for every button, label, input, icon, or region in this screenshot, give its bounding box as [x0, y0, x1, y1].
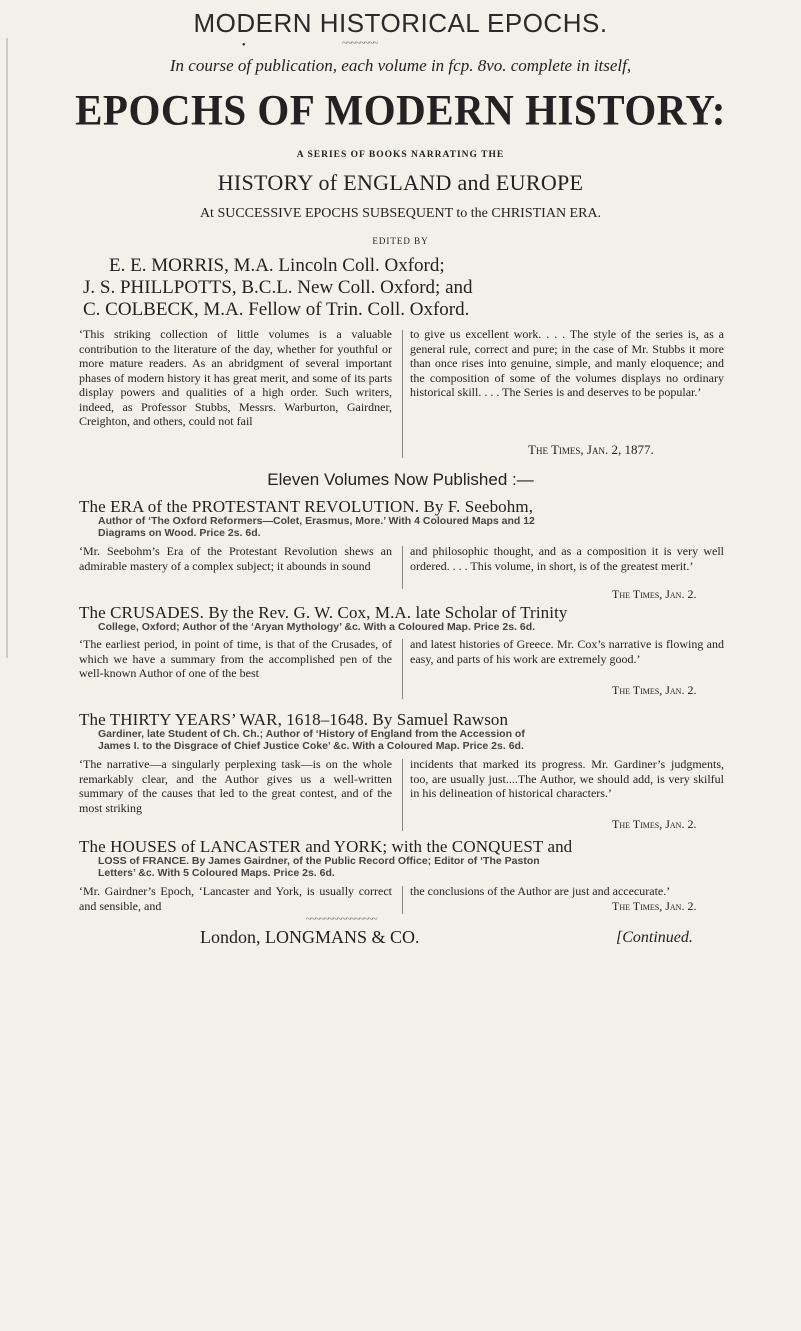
volume-review-left: ‘The narrative—a singularly perplexing task—is on the whole remarkably clear, and the Author gives us a well-written summary of the causes that led to the great contest, and of the most striking — [79, 757, 392, 815]
series-note: In course of publication, each volume in fcp. 8vo. complete in itself, — [169, 56, 632, 75]
editor-2: J. S. PHILLPOTTS, B.C.L. New Coll. Oxford; and — [83, 277, 473, 298]
volume-review-right: and philosophic thought, and as a composition it is very well ordered. . . . This volume, in short, is of the greatest merit.’ — [410, 544, 724, 573]
period-heading: At SUCCESSIVE EPOCHS SUBSEQUENT to the CHRISTIAN ERA. — [199, 206, 602, 221]
volume-meta: James I. to the Disgrace of Chief Justice Coke’ &c. With a Coloured Map. Price 2s. 6d. — [98, 740, 524, 752]
volume-meta: LOSS of FRANCE. By James Gairdner, of the Public Record Office; Editor of ‘The Paston — [98, 855, 540, 867]
volume-review-source: The Times, Jan. 2. — [612, 899, 697, 913]
volume-meta: Author of ‘The Oxford Reformers—Colet, Erasmus, More.’ With 4 Coloured Maps and 12 — [98, 515, 535, 527]
volume-review-left: ‘The earliest period, in point of time, is that of the Crusades, of which we have a summary from the accomplished pen of the well-known Author of one of the best — [79, 637, 392, 680]
volume-title: The ERA of the PROTESTANT REVOLUTION. By F. Seebohm, — [79, 497, 534, 516]
ornament: • — [242, 40, 246, 51]
editor-1: E. E. MORRIS, M.A. Lincoln Coll. Oxford; — [109, 255, 445, 276]
volume-review-source: The Times, Jan. 2. — [612, 817, 697, 831]
column-rule — [402, 330, 403, 458]
volume-title: The CRUSADES. By the Rev. G. W. Cox, M.A. late Scholar of Trinity — [79, 603, 568, 622]
column-rule — [402, 886, 403, 914]
volume-meta: Gardiner, late Student of Ch. Ch.; Author of ‘History of England from the Accession of — [98, 728, 525, 740]
main-review-source: The Times, Jan. 2, 1877. — [528, 442, 654, 457]
main-title: EPOCHS OF MODERN HISTORY: — [75, 85, 726, 135]
volume-review-right: and latest histories of Greece. Mr. Cox’s narrative is flowing and easy, and parts of his work are extremely good.’ — [410, 637, 724, 666]
volume-review-source: The Times, Jan. 2. — [612, 683, 697, 697]
column-rule — [402, 639, 403, 699]
volume-meta: College, Oxford; Author of the ‘Aryan Mythology’ &c. With a Coloured Map. Price 2s. 6d. — [98, 621, 536, 633]
section-heading: Eleven Volumes Now Published :— — [267, 470, 534, 489]
volume-review-left: ‘Mr. Seebohm’s Era of the Protestant Revolution shews an admirable mastery of a complex subject; it abounds in sound — [79, 544, 392, 573]
continued-note: [Continued. — [616, 929, 693, 946]
page-title: MODERN HISTORICAL EPOCHS. — [193, 8, 608, 38]
volume-review-source: The Times, Jan. 2. — [612, 587, 697, 601]
column-rule — [402, 546, 403, 589]
column-rule — [402, 759, 403, 831]
subject-heading: HISTORY of ENGLAND and EUROPE — [217, 170, 584, 195]
volume-review-right: incidents that marked its progress. Mr. Gardiner’s judgments, too, are usually just....The Author, we should add, is very skilful in his delineation of historical characters.’ — [410, 757, 724, 800]
main-review-right: to give us excellent work. . . . The style of the series is, as a general rule, correct and pure; in the case of Mr. Stubbs it more than once rises into genuine, simple, and manly eloquence; and the composition of some of the volumes displays no ordinary historical skill. . . . The Series is and deserves to be popular.’ — [410, 327, 724, 399]
volume-review-left: ‘Mr. Gairdner’s Epoch, ‘Lancaster and York, is usually correct and sensible, and — [79, 884, 392, 913]
edited-by: EDITED BY — [372, 236, 429, 246]
volume-review-right: the conclusions of the Author are just and accecurate.’ — [410, 884, 671, 898]
editor-3: C. COLBECK, M.A. Fellow of Trin. Coll. Oxford. — [83, 299, 470, 320]
volume-meta: Letters’ &c. With 5 Coloured Maps. Price 2s. 6d. — [98, 867, 335, 879]
series-line: A SERIES OF BOOKS NARRATING THE — [296, 150, 505, 160]
volume-title: The THIRTY YEARS’ WAR, 1618–1648. By Samuel Rawson — [79, 710, 509, 729]
ornament-wavy: ~~~~~~~~~~~~~~~~ — [306, 914, 377, 925]
volume-meta: Diagrams on Wood. Price 2s. 6d. — [98, 527, 261, 539]
ornament-wavy: ~~~~~~~~ — [342, 38, 378, 49]
volume-title: The HOUSES of LANCASTER and YORK; with the CONQUEST and — [79, 837, 573, 856]
main-review-left: ‘This striking collection of little volumes is a valuable contribution to the literature of the day, whether for youthful or more mature readers. As an abridgment of several important phases of modern history it has great merit, and some of its parts display powers and qualities of a high order. Such writers, indeed, as Professor Stubbs, Messrs. Warburton, Gairdner, Creighton, and others, could not fail — [79, 327, 392, 428]
publisher: London, LONGMANS & CO. — [200, 927, 420, 947]
